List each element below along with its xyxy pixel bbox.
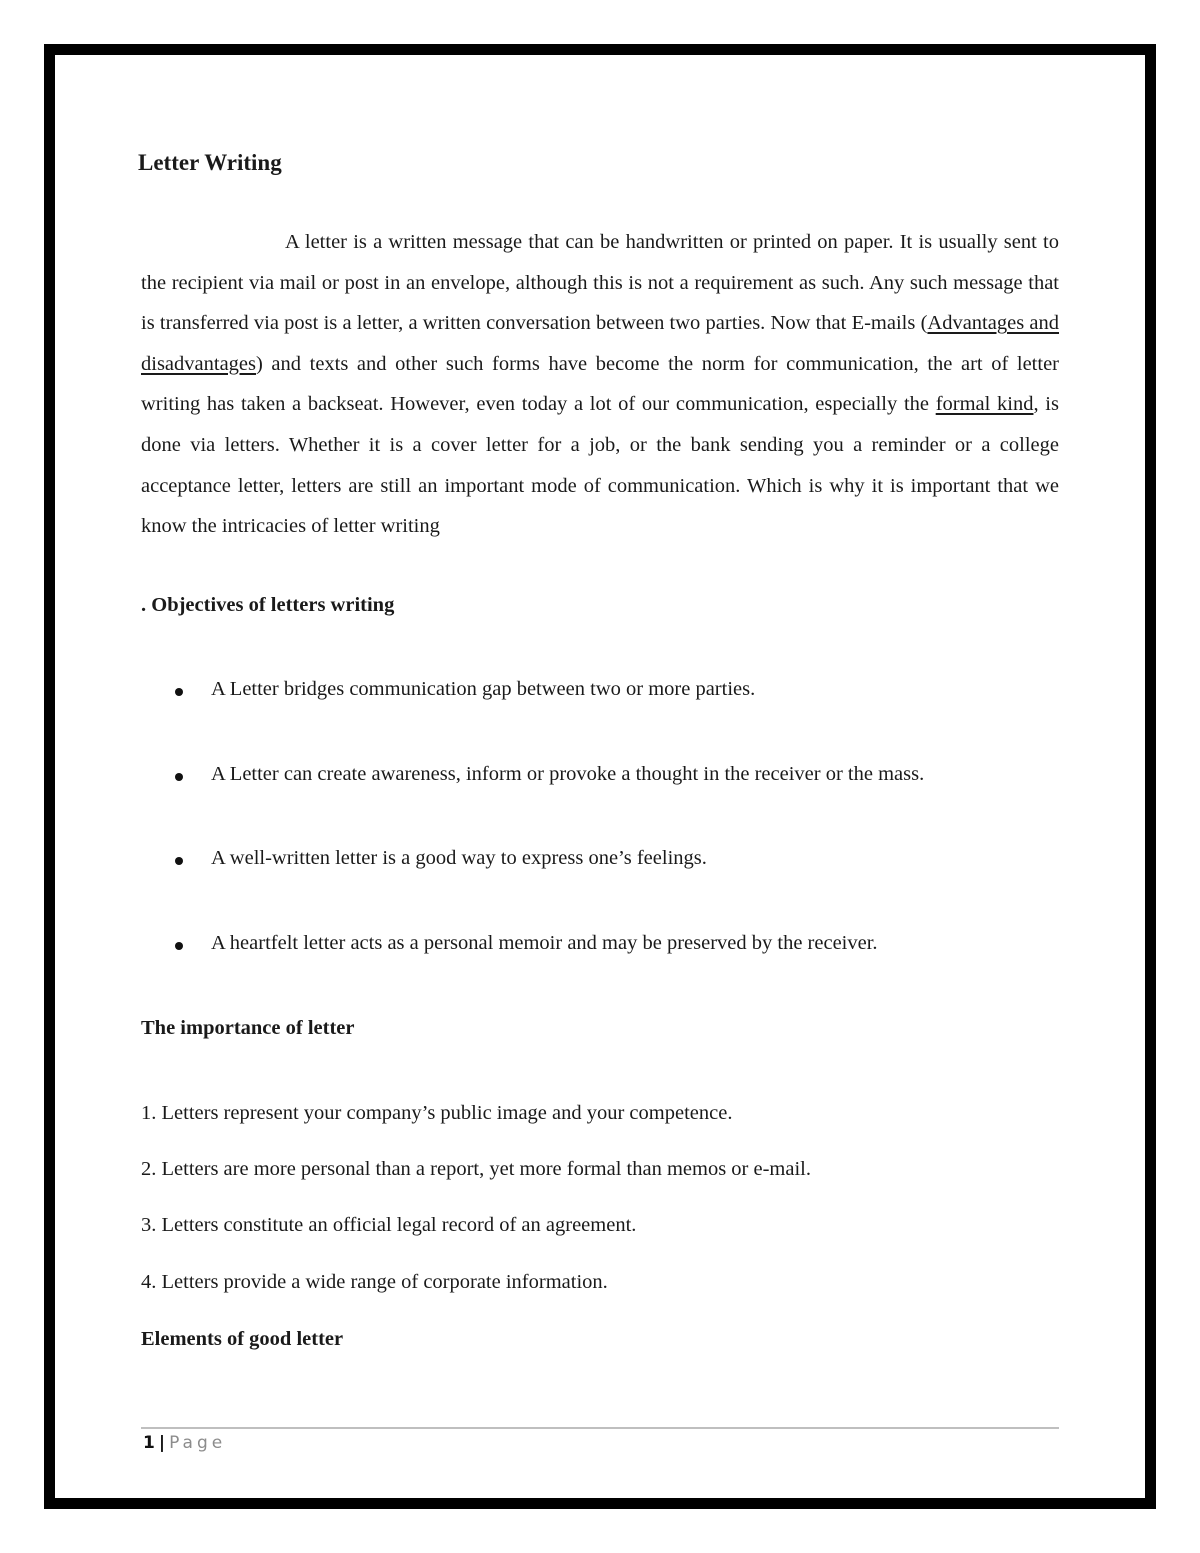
numbered-item: 4. Letters provide a wide range of corporate information. [141, 1271, 608, 1293]
bullet-icon [175, 773, 183, 781]
bullet-icon [175, 857, 183, 865]
numbered-item: 3. Letters constitute an official legal record of an agreement. [141, 1214, 637, 1236]
intro-text-1: A letter is a written message that can be handwritten or printed on paper. It is usually sent to the recipient via mail or post in an envelope, although this is not a requirement as such. Any such message that is transferred via post is a letter, a written conversation between two parties. Now that E-mails ( [141, 231, 1059, 335]
page-number: 1 [143, 1433, 155, 1453]
bullet-icon [175, 942, 183, 950]
numbered-item: 1. Letters represent your company’s public image and your competence. [141, 1102, 733, 1124]
elements-heading: Elements of good letter [141, 1328, 344, 1350]
formal-kind-link[interactable]: formal kind [935, 393, 1034, 416]
numbered-item: 2. Letters are more personal than a report, yet more formal than memos or e-mail. [141, 1158, 811, 1180]
intro-paragraph [141, 222, 1059, 547]
list-item-text: A well-written letter is a good way to express one’s feelings. [211, 847, 707, 869]
advantages-link[interactable]: Advantages and disadvantages [141, 312, 1060, 375]
page-label: Page [169, 1433, 227, 1453]
list-item-text: A heartfelt letter acts as a personal memoir and may be preserved by the receiver. [211, 932, 878, 954]
intro-text-3: , is done via letters. Whether it is a cover letter for a job, or the bank sending you a reminder or a college acceptance letter, letters are still an important mode of communication. Which is why it is important that we know the intricacies of letter writing [141, 393, 1059, 538]
intro-text-2: ) and texts and other such forms have become the norm for communication, the art of letter writing has taken a backseat. However, even today a lot of our communication, especially the [141, 352, 1059, 416]
document-title: Letter Writing [138, 150, 282, 175]
list-item-text: A Letter can create awareness, inform or provoke a thought in the receiver or the mass. [211, 763, 925, 785]
footer-divider [141, 1427, 1059, 1429]
page-footer [143, 1433, 226, 1453]
list-item-text: A Letter bridges communication gap between two or more parties. [211, 678, 756, 700]
footer-separator: | [158, 1433, 166, 1453]
importance-heading: The importance of letter [141, 1017, 355, 1039]
objectives-heading: . Objectives of letters writing [141, 594, 395, 616]
bullet-icon [175, 688, 183, 696]
